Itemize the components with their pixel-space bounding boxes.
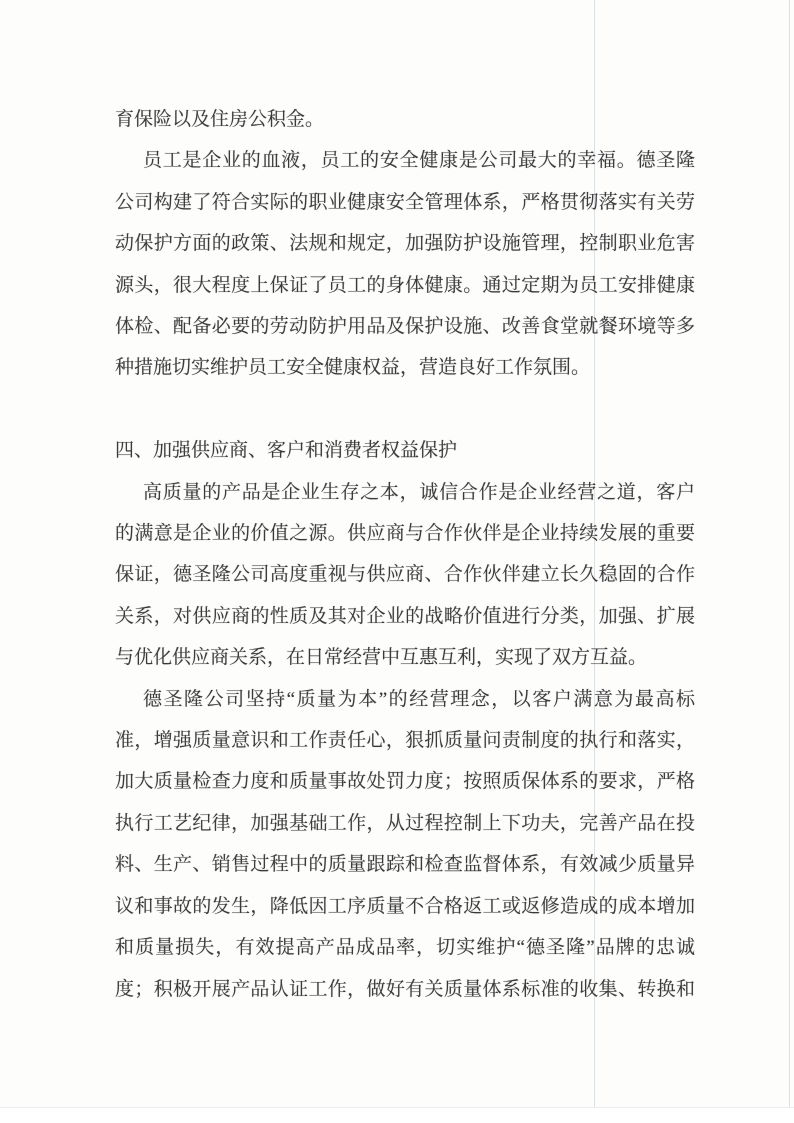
text-line: 度；积极开展产品认证工作，做好有关质量体系标准的收集、转换和 <box>115 978 695 1000</box>
text-line: 四、加强供应商、客户和消费者权益保护 <box>115 440 458 462</box>
text-line: 育保险以及住房公积金。 <box>115 109 325 130</box>
paragraph <box>115 472 695 679</box>
text-line: 保证，德圣隆公司高度重视与供应商、合作伙伴建立长久稳固的合作 <box>115 564 695 586</box>
text-line: 高质量的产品是企业生存之本，诚信合作是企业经营之道，客户 <box>143 481 695 503</box>
document-text <box>115 99 695 1010</box>
paragraph <box>115 679 695 1010</box>
section-heading <box>115 430 695 471</box>
text-line: 的满意是企业的价值之源。供应商与合作伙伴是企业持续发展的重要 <box>115 523 695 545</box>
text-line: 加大质量检查力度和质量事故处罚力度；按照质保体系的要求，严格 <box>115 771 695 793</box>
text-line: 体检、配备必要的劳动防护用品及保护设施、改善食堂就餐环境等多 <box>115 316 695 338</box>
text-line: 料、生产、销售过程中的质量跟踪和检查监督体系，有效减少质量异 <box>115 854 695 876</box>
scan-artifact-bottom-edge <box>0 1107 794 1123</box>
text-line: 德圣隆公司坚持“质量为本”的经营理念，以客户满意为最高标 <box>143 688 695 710</box>
text-line: 种措施切实维护员工安全健康权益，营造良好工作氛围。 <box>115 357 591 379</box>
text-line: 关系，对供应商的性质及其对企业的战略价值进行分类，加强、扩展 <box>115 605 695 627</box>
text-line: 与优化供应商关系，在日常经营中互惠互利，实现了双方互益。 <box>115 647 648 669</box>
scan-artifact-page-edge-line <box>789 0 790 1108</box>
text-line: 动保护方面的政策、法规和规定，加强防护设施管理，控制职业危害 <box>115 233 695 255</box>
text-line: 准，增强质量意识和工作责任心，狠抓质量问责制度的执行和落实， <box>115 730 695 752</box>
text-line: 和质量损失，有效提高产品成品率，切实维护“德圣隆”品牌的忠诚 <box>115 937 695 959</box>
text-line: 员工是企业的血液，员工的安全健康是公司最大的幸福。德圣隆 <box>143 150 695 172</box>
paragraph <box>115 140 695 388</box>
text-line: 公司构建了符合实际的职业健康安全管理体系，严格贯彻落实有关劳 <box>115 191 695 213</box>
text-line: 源头，很大程度上保证了员工的身体健康。通过定期为员工安排健康 <box>115 274 695 296</box>
text-line: 执行工艺纪律，加强基础工作，从过程控制上下功夫，完善产品在投 <box>115 812 695 834</box>
paragraph <box>115 99 695 140</box>
text-line: 议和事故的发生，降低因工序质量不合格返工或返修造成的成本增加 <box>115 895 695 917</box>
